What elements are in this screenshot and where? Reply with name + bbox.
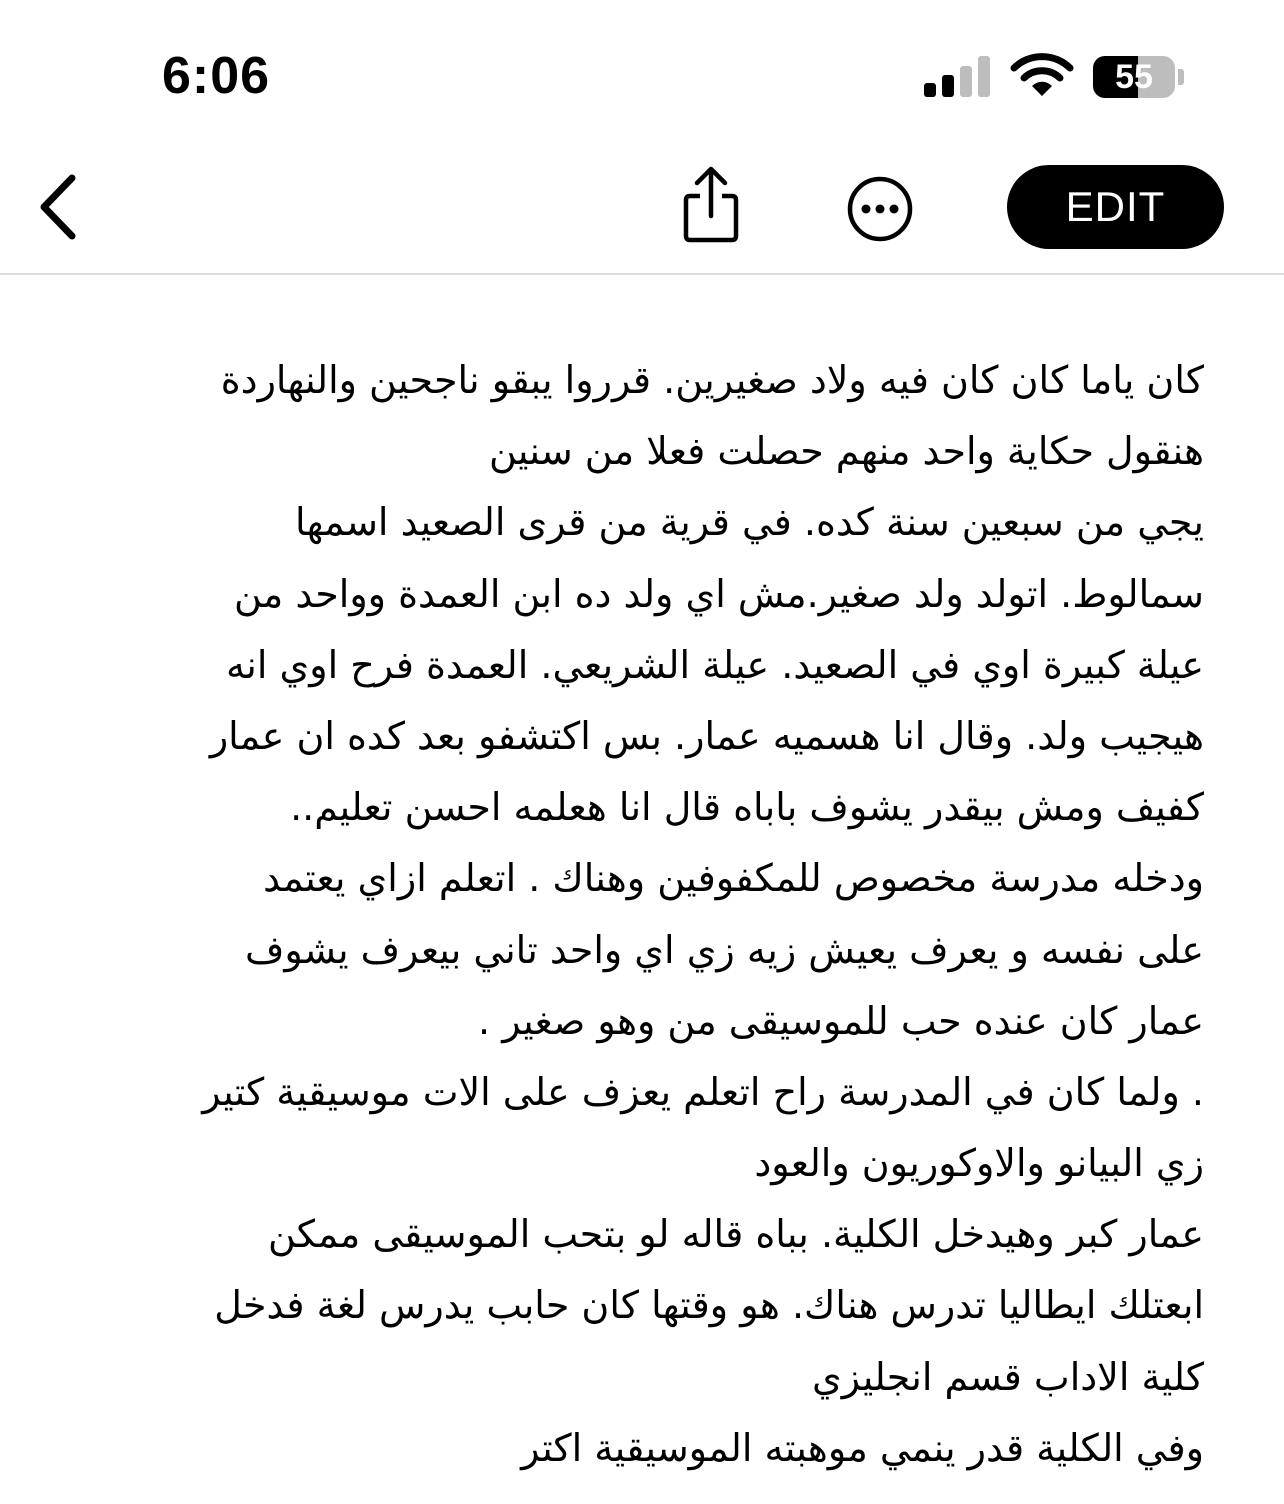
note-line: وفي الكلية قدر ينمي موهبته الموسيقية اكتر [521, 1425, 1204, 1470]
share-button[interactable] [676, 164, 746, 250]
note-line: زي البيانو والاوكوريون والعود [754, 1141, 1204, 1186]
note-line: . ولما كان في المدرسة راح اتعلم يعزف على الات موسيقية كتير [202, 1069, 1204, 1114]
chevron-left-icon [30, 172, 90, 242]
clock-time: 6:06 [162, 47, 271, 105]
note-line: عمار كبر وهيدخل الكلية. بباه قاله لو بتحب الموسيقى ممكن [268, 1212, 1204, 1257]
battery-icon [1093, 56, 1175, 98]
note-line: كلية الاداب قسم انجليزي [811, 1354, 1204, 1399]
note-line: هيجيب ولد. وقال انا هسميه عمار. بس اكتشفو بعد كده ان عمار [209, 713, 1204, 758]
wifi-icon [1010, 52, 1074, 98]
note-line: يجي من سبعين سنة كده. في قرية من قرى الصعيد اسمها [295, 500, 1204, 545]
cellular-signal-icon [924, 55, 994, 97]
note-line: كان ياما كان كان فيه ولاد صغيرين. قرروا يبقو ناجحين والنهاردة [220, 358, 1204, 402]
note-line: ابعتلك ايطاليا تدرس هناك. هو وقتها كان حابب يدرس لغة فدخل [214, 1283, 1204, 1328]
note-line: عمار كان عنده حب للموسيقى من وهو صغير . [478, 998, 1204, 1043]
edit-button[interactable]: EDIT [1007, 165, 1224, 249]
note-line: ودخله مدرسة مخصوص للمكفوفين وهناك . اتعلم ازاي يعتمد [263, 856, 1204, 901]
note-line: هنقول حكاية واحد منهم حصلت فعلا من سنين [489, 429, 1204, 474]
note-body-text[interactable] [80, 345, 1204, 1484]
more-options-button[interactable] [846, 175, 914, 243]
note-line: سمالوط. اتولد ولد صغير.مش اي ولد ده ابن العمدة وواحد من [233, 571, 1204, 616]
note-line: عيلة كبيرة اوي في الصعيد. عيلة الشريعي. العمدة فرح اوي انه [225, 642, 1204, 687]
battery-level: 55 [1115, 58, 1153, 96]
note-line: على نفسه و يعرف يعيش زيه زي اي واحد تاني بيعرف يشوف [245, 927, 1204, 972]
share-icon [676, 164, 746, 250]
ellipsis-circle-icon [846, 175, 914, 243]
status-bar [0, 0, 1284, 150]
battery-cap [1178, 69, 1184, 85]
note-line: كفيف ومش بيقدر يشوف باباه قال انا هعلمه احسن تعليم.. [290, 785, 1204, 830]
note-toolbar [0, 150, 1284, 275]
back-button[interactable] [30, 172, 90, 242]
